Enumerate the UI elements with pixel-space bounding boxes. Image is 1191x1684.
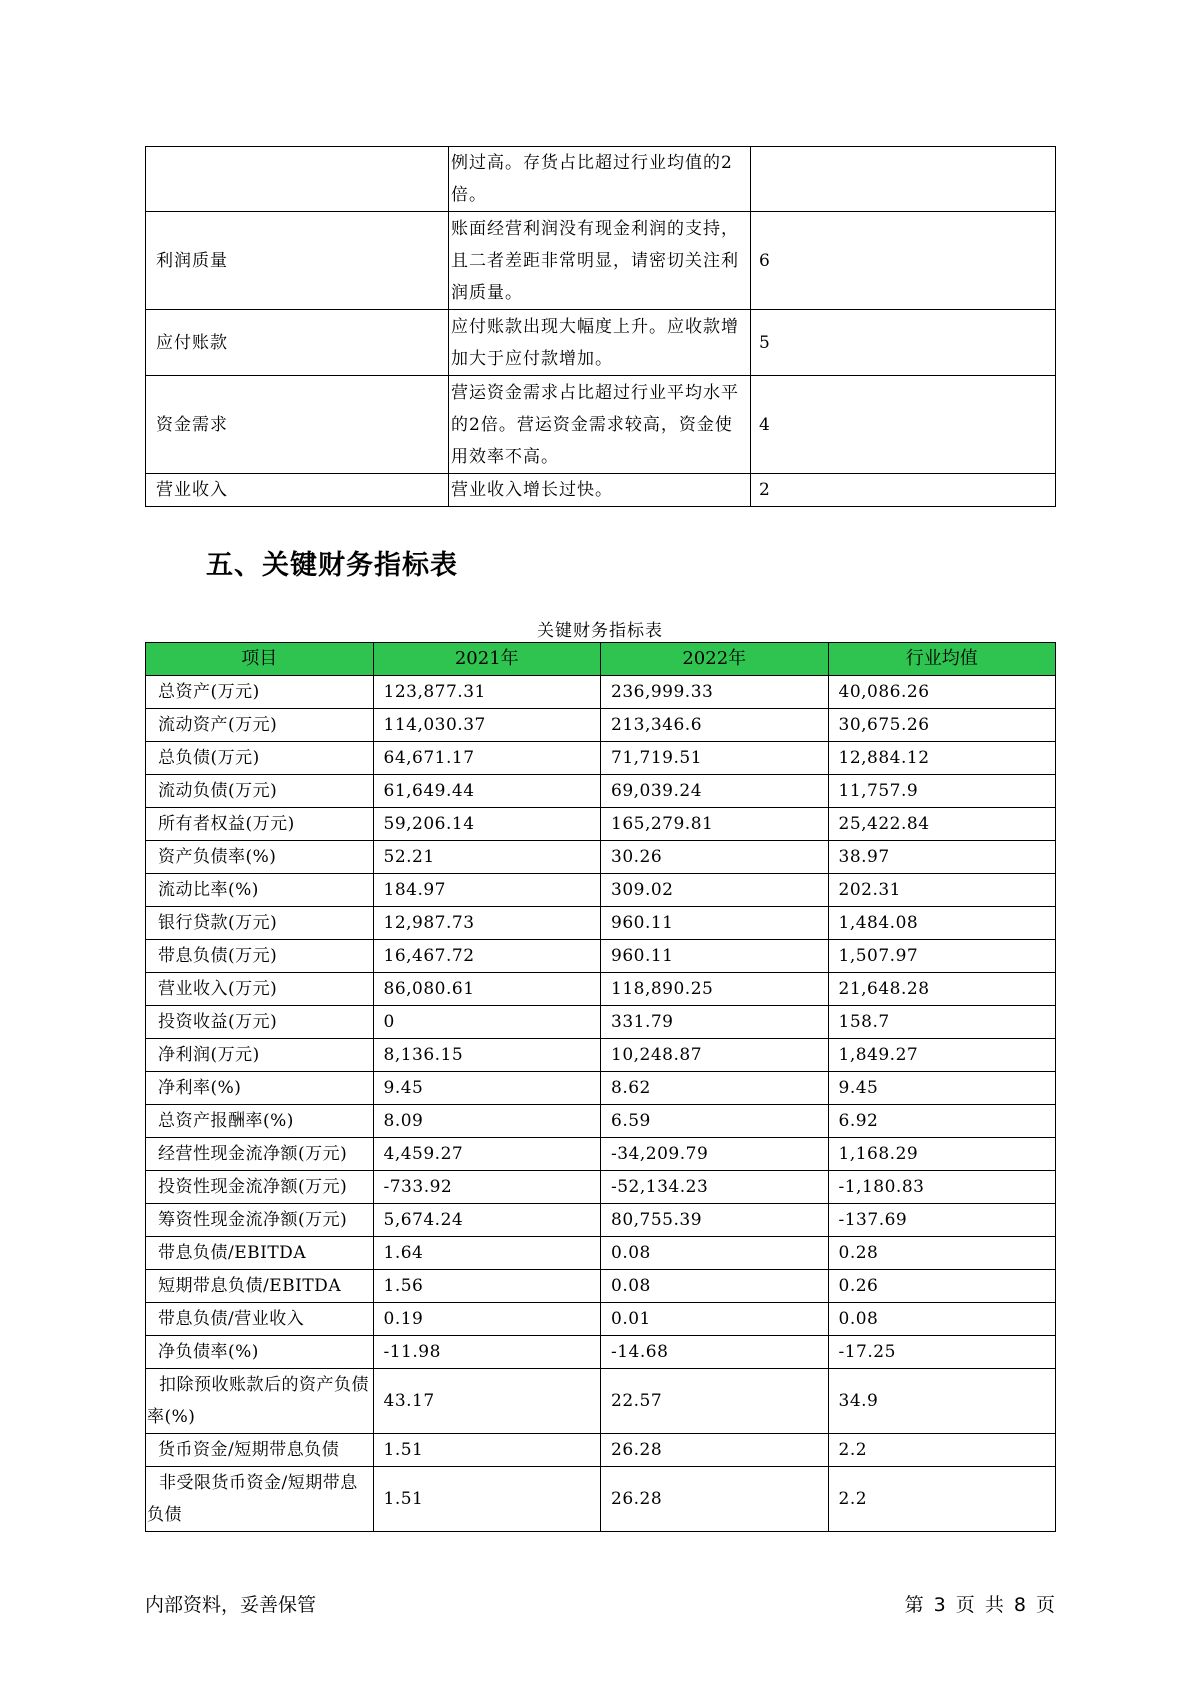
- indicator-name: 流动比率(%): [146, 874, 374, 907]
- table-row: [146, 874, 1056, 907]
- indicator-value: 184.97: [373, 874, 601, 907]
- indicator-name: 经营性现金流净额(万元): [146, 1138, 374, 1171]
- indicator-value: 118,890.25: [601, 973, 829, 1006]
- risk-item: 营业收入: [146, 474, 449, 507]
- table-row: [146, 1105, 1056, 1138]
- column-header: 2021年: [373, 643, 601, 676]
- indicator-value: 0.26: [828, 1270, 1056, 1303]
- table-row: [146, 709, 1056, 742]
- table-row: [146, 742, 1056, 775]
- indicator-value: 2.2: [828, 1434, 1056, 1467]
- indicator-value: 1.64: [373, 1237, 601, 1270]
- indicator-value: 202.31: [828, 874, 1056, 907]
- indicator-value: 12,987.73: [373, 907, 601, 940]
- indicator-value: 69,039.24: [601, 775, 829, 808]
- indicator-value: 34.9: [828, 1369, 1056, 1434]
- indicator-value: 26.28: [601, 1434, 829, 1467]
- indicator-name: 净负债率(%): [146, 1336, 374, 1369]
- indicator-value: 9.45: [373, 1072, 601, 1105]
- risk-score: [751, 147, 1056, 212]
- risk-desc: 例过高。存货占比超过行业均值的2倍。: [449, 147, 751, 212]
- indicator-value: 59,206.14: [373, 808, 601, 841]
- table-row: [146, 1237, 1056, 1270]
- indicator-value: 236,999.33: [601, 676, 829, 709]
- indicator-value: 0.28: [828, 1237, 1056, 1270]
- indicator-value: 158.7: [828, 1006, 1056, 1039]
- indicator-value: 0: [373, 1006, 601, 1039]
- indicator-value: 22.57: [601, 1369, 829, 1434]
- indicator-value: 40,086.26: [828, 676, 1056, 709]
- indicator-name: 总负债(万元): [146, 742, 374, 775]
- indicator-value: 0.08: [601, 1270, 829, 1303]
- indicator-value: 5,674.24: [373, 1204, 601, 1237]
- indicator-name: 流动负债(万元): [146, 775, 374, 808]
- indicator-name: 货币资金/短期带息负债: [146, 1434, 374, 1467]
- indicator-value: 26.28: [601, 1467, 829, 1532]
- indicator-name: 资产负债率(%): [146, 841, 374, 874]
- risk-item: 应付账款: [146, 310, 449, 376]
- indicator-value: -52,134.23: [601, 1171, 829, 1204]
- indicator-name: 净利润(万元): [146, 1039, 374, 1072]
- indicator-value: 213,346.6: [601, 709, 829, 742]
- indicator-value: 2.2: [828, 1467, 1056, 1532]
- indicator-value: 114,030.37: [373, 709, 601, 742]
- risk-table: [145, 146, 1056, 507]
- indicator-value: 12,884.12: [828, 742, 1056, 775]
- indicator-value: 1.51: [373, 1434, 601, 1467]
- indicator-value: 86,080.61: [373, 973, 601, 1006]
- indicator-value: 1.51: [373, 1467, 601, 1532]
- risk-desc: 营业收入增长过快。: [449, 474, 751, 507]
- indicator-value: 8,136.15: [373, 1039, 601, 1072]
- indicator-value: 30,675.26: [828, 709, 1056, 742]
- indicator-name: 所有者权益(万元): [146, 808, 374, 841]
- indicator-value: 165,279.81: [601, 808, 829, 841]
- indicator-name: 总资产(万元): [146, 676, 374, 709]
- indicator-value: -17.25: [828, 1336, 1056, 1369]
- risk-item: [146, 147, 449, 212]
- indicator-value: 38.97: [828, 841, 1056, 874]
- table-row: [146, 310, 1056, 376]
- table-row: [146, 1303, 1056, 1336]
- table-row: [146, 147, 1056, 212]
- table-row: [146, 907, 1056, 940]
- table-row: [146, 676, 1056, 709]
- indicator-value: 4,459.27: [373, 1138, 601, 1171]
- table-header-row: [146, 643, 1056, 676]
- table-row: [146, 1270, 1056, 1303]
- indicator-value: 16,467.72: [373, 940, 601, 973]
- risk-score: 6: [751, 212, 1056, 310]
- risk-score: 4: [751, 376, 1056, 474]
- indicator-value: 9.45: [828, 1072, 1056, 1105]
- indicator-name: 总资产报酬率(%): [146, 1105, 374, 1138]
- indicator-value: 1,507.97: [828, 940, 1056, 973]
- indicator-value: 0.08: [601, 1237, 829, 1270]
- risk-score: 5: [751, 310, 1056, 376]
- indicator-value: 0.08: [828, 1303, 1056, 1336]
- table-row: [146, 212, 1056, 310]
- indicator-value: -14.68: [601, 1336, 829, 1369]
- indicator-value: 960.11: [601, 940, 829, 973]
- indicator-name: 筹资性现金流净额(万元): [146, 1204, 374, 1237]
- table-caption: 关键财务指标表: [537, 621, 663, 641]
- indicator-value: 11,757.9: [828, 775, 1056, 808]
- indicator-value: 6.92: [828, 1105, 1056, 1138]
- table-row: [146, 841, 1056, 874]
- column-header: 项目: [146, 643, 374, 676]
- indicator-value: 309.02: [601, 874, 829, 907]
- table-row: [146, 1204, 1056, 1237]
- table-row: [146, 1072, 1056, 1105]
- indicator-name: 净利率(%): [146, 1072, 374, 1105]
- indicator-value: 6.59: [601, 1105, 829, 1138]
- indicator-value: 21,648.28: [828, 973, 1056, 1006]
- indicator-value: 1,168.29: [828, 1138, 1056, 1171]
- indicator-value: 0.01: [601, 1303, 829, 1336]
- indicator-value: -34,209.79: [601, 1138, 829, 1171]
- indicator-name: 短期带息负债/EBITDA: [146, 1270, 374, 1303]
- risk-item: 资金需求: [146, 376, 449, 474]
- indicator-value: 43.17: [373, 1369, 601, 1434]
- footer-page-number: 第 3 页 共 8 页: [904, 1594, 1055, 1616]
- indicator-name: 非受限货币资金/短期带息负债: [146, 1467, 374, 1532]
- table-row: [146, 973, 1056, 1006]
- table-row: [146, 1467, 1056, 1532]
- financial-indicators-table: [145, 642, 1056, 1532]
- indicator-value: 123,877.31: [373, 676, 601, 709]
- table-row: [146, 1369, 1056, 1434]
- indicator-value: 960.11: [601, 907, 829, 940]
- risk-desc: 应付账款出现大幅度上升。应收款增加大于应付款增加。: [449, 310, 751, 376]
- indicator-value: -11.98: [373, 1336, 601, 1369]
- table-row: [146, 376, 1056, 474]
- indicator-value: 10,248.87: [601, 1039, 829, 1072]
- indicator-value: 71,719.51: [601, 742, 829, 775]
- risk-score: 2: [751, 474, 1056, 507]
- indicator-value: 1,849.27: [828, 1039, 1056, 1072]
- table-row: [146, 940, 1056, 973]
- table-row: [146, 1171, 1056, 1204]
- indicator-value: 1.56: [373, 1270, 601, 1303]
- footer-confidential-note: 内部资料，妥善保管: [145, 1594, 317, 1616]
- indicator-value: 30.26: [601, 841, 829, 874]
- risk-desc: 账面经营利润没有现金利润的支持，且二者差距非常明显，请密切关注利润质量。: [449, 212, 751, 310]
- indicator-name: 带息负债/营业收入: [146, 1303, 374, 1336]
- indicator-name: 投资性现金流净额(万元): [146, 1171, 374, 1204]
- indicator-name: 扣除预收账款后的资产负债率(%): [146, 1369, 374, 1434]
- table-row: [146, 1006, 1056, 1039]
- column-header: 2022年: [601, 643, 829, 676]
- table-row: [146, 775, 1056, 808]
- section-heading: 五、关键财务指标表: [206, 550, 458, 581]
- risk-item: 利润质量: [146, 212, 449, 310]
- indicator-name: 投资收益(万元): [146, 1006, 374, 1039]
- indicator-value: -733.92: [373, 1171, 601, 1204]
- indicator-value: 331.79: [601, 1006, 829, 1039]
- indicator-value: 8.62: [601, 1072, 829, 1105]
- indicator-value: 52.21: [373, 841, 601, 874]
- indicator-value: 64,671.17: [373, 742, 601, 775]
- indicator-name: 流动资产(万元): [146, 709, 374, 742]
- indicator-name: 带息负债/EBITDA: [146, 1237, 374, 1270]
- table-row: [146, 1039, 1056, 1072]
- indicator-name: 带息负债(万元): [146, 940, 374, 973]
- indicator-value: 0.19: [373, 1303, 601, 1336]
- table-row: [146, 808, 1056, 841]
- indicator-value: 61,649.44: [373, 775, 601, 808]
- indicator-name: 营业收入(万元): [146, 973, 374, 1006]
- risk-desc: 营运资金需求占比超过行业平均水平的2倍。营运资金需求较高，资金使用效率不高。: [449, 376, 751, 474]
- indicator-value: 8.09: [373, 1105, 601, 1138]
- table-row: [146, 1434, 1056, 1467]
- indicator-value: -1,180.83: [828, 1171, 1056, 1204]
- indicator-value: 1,484.08: [828, 907, 1056, 940]
- column-header: 行业均值: [828, 643, 1056, 676]
- table-row: [146, 1138, 1056, 1171]
- indicator-value: 25,422.84: [828, 808, 1056, 841]
- table-row: [146, 1336, 1056, 1369]
- indicator-value: -137.69: [828, 1204, 1056, 1237]
- table-row: [146, 474, 1056, 507]
- indicator-value: 80,755.39: [601, 1204, 829, 1237]
- indicator-name: 银行贷款(万元): [146, 907, 374, 940]
